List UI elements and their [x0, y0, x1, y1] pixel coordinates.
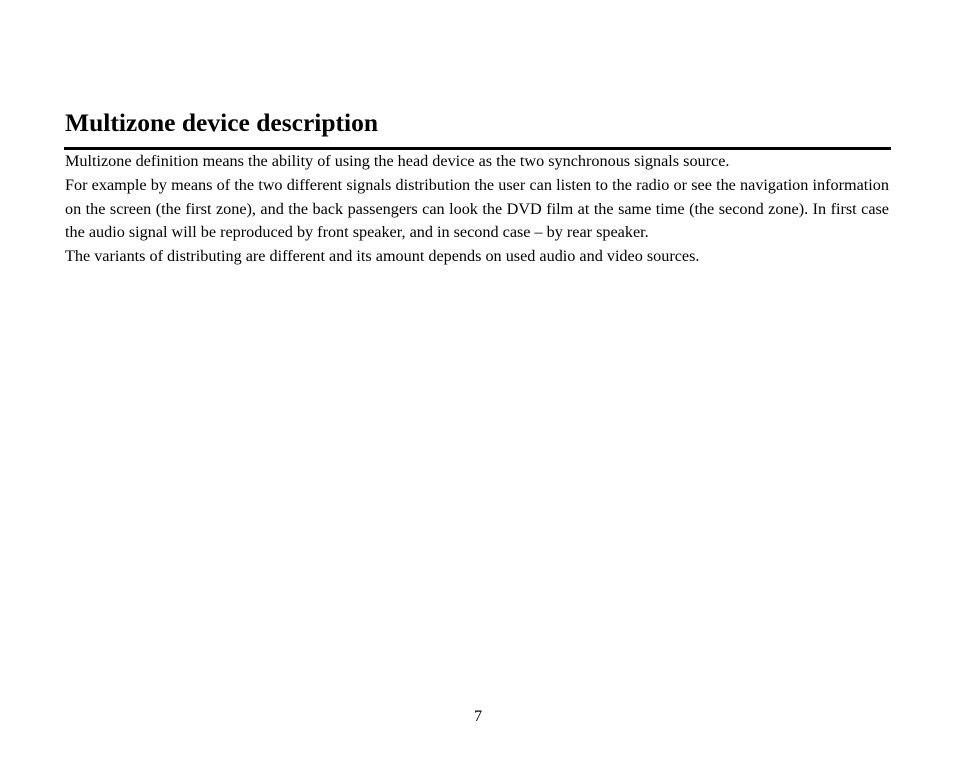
paragraph-variants: The variants of distributing are different and its amount depends on used audio and video sources.: [65, 247, 700, 266]
body-text: [65, 150, 889, 269]
paragraph-example: For example by means of the two different signals distribution the user can listen to the radio or see the navigation information on the screen (the first zone), and the back passengers can look the DVD film at the same time (the second zone). In first case the audio signal will be reproduced by front speaker, and in second case – by rear speaker.: [65, 175, 889, 242]
page-title: Multizone device description: [65, 108, 379, 137]
paragraph-definition: Multizone definition means the ability of using the head device as the two synchronous signals source.: [65, 152, 730, 170]
page-number: 7: [473, 707, 483, 725]
